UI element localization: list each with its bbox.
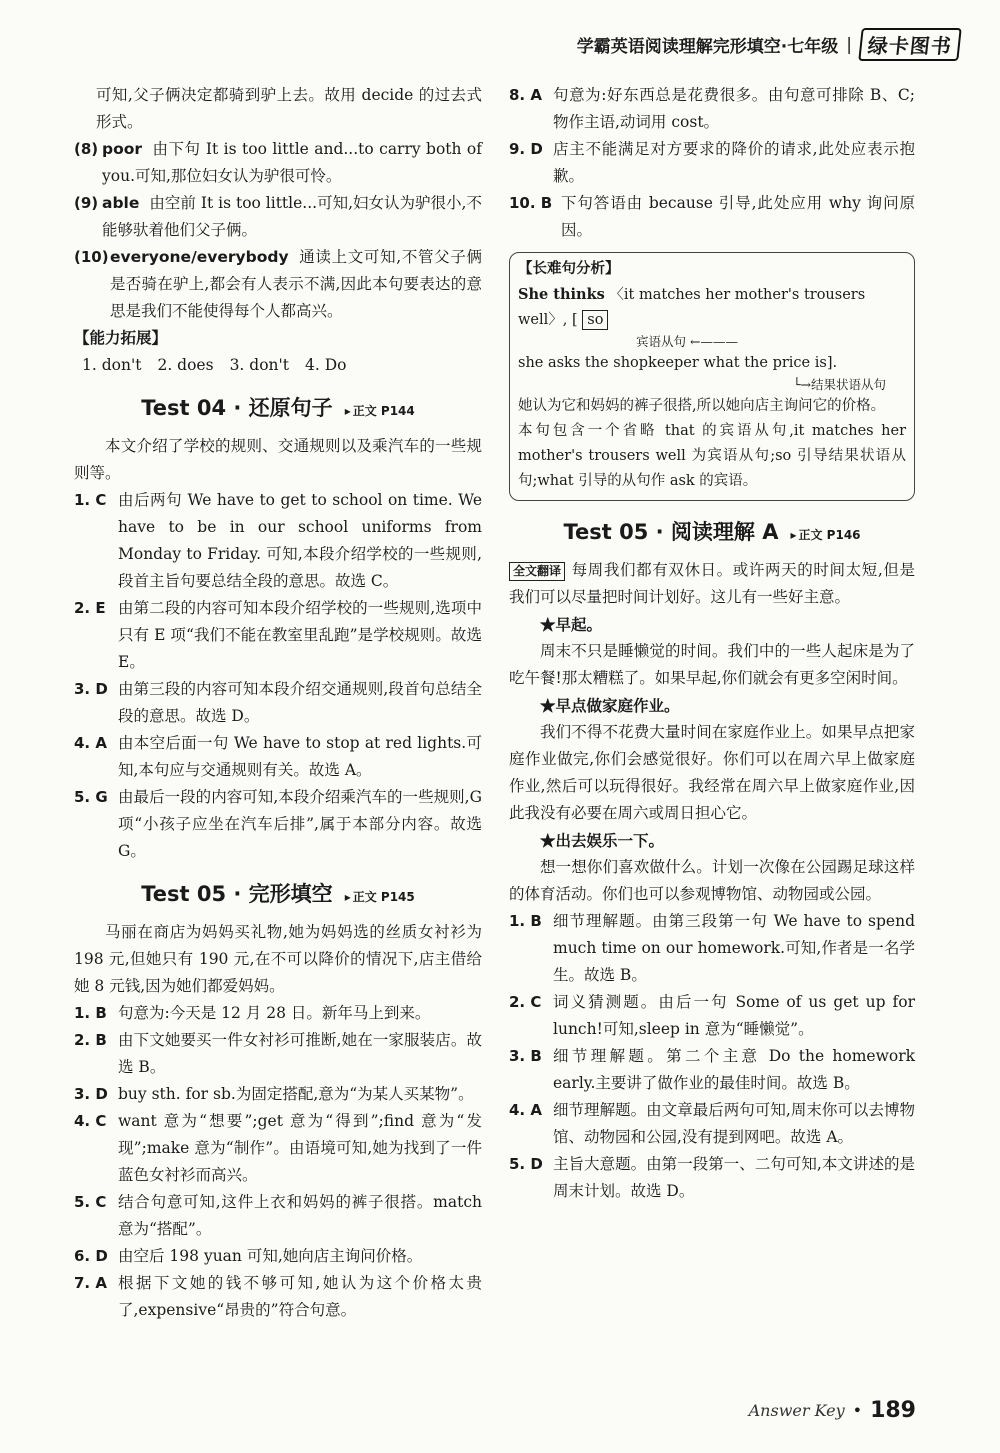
answer-explanation: want 意为“想要”;get 意为“得到”;find 意为“发现”;make 意为“制作”。由语境可知,她为找到了一件蓝色女衬衫而高兴。 xyxy=(118,1112,482,1184)
answer-item xyxy=(74,676,482,730)
answer-item xyxy=(74,1189,482,1243)
answer-item xyxy=(74,1243,482,1270)
answer-number: 1. B xyxy=(509,912,542,930)
analysis-object-clause: 〈it matches her mother's trousers well〉, xyxy=(518,287,866,328)
answer-number: (8) xyxy=(74,140,99,158)
page-reference: ▸ 正文 P145 xyxy=(345,884,415,911)
answer-item xyxy=(74,1000,482,1027)
ability-answer: 2. does xyxy=(157,356,214,374)
answer-item xyxy=(509,989,915,1043)
section-heading xyxy=(74,881,482,911)
section-title: Test 05 · 完形填空 xyxy=(141,882,333,906)
answer-item xyxy=(74,487,482,595)
answer-explanation: 由空前 It is too little...可知,妇女认为驴很小,不能够驮着他们父子俩。 xyxy=(102,194,482,239)
answer-number: 1. C xyxy=(74,491,107,509)
answer-number: 4. A xyxy=(509,1101,542,1119)
translation-idea: ★早起。 xyxy=(540,615,603,634)
ability-answer: 3. don't xyxy=(229,356,290,374)
answer-number: 8. A xyxy=(509,86,542,104)
answer-explanation: 细节理解题。由文章最后两句可知,周末你可以去博物馆、动物园和公园,没有提到网吧。故选 A。 xyxy=(553,1101,915,1146)
answer-number: 3. D xyxy=(74,680,108,698)
answer-explanation: 由下句 It is too little and...to carry both of you.可知,那位妇女认为驴很可怜。 xyxy=(102,140,482,185)
analysis-so-box: so xyxy=(582,310,608,330)
ability-answer: 4. Do xyxy=(305,356,347,374)
answer-number: (10) xyxy=(74,248,109,266)
answer-number: 2. B xyxy=(74,1031,107,1049)
answer-explanation: 由下文她要买一件女衬衫可推断,她在一家服装店。故选 B。 xyxy=(118,1031,482,1076)
section-summary: 马丽在商店为妈妈买礼物,她为妈妈选的丝质女衬衫为 198 元,但她只有 190 元,在不可以降价的情况下,店主借给她 8 元钱,因为她们都爱妈妈。 xyxy=(74,923,482,995)
analysis-subject: She thinks xyxy=(518,286,605,303)
answer-number: 3. B xyxy=(509,1047,542,1065)
section-heading xyxy=(74,395,482,425)
answer-key-label: Answer Key xyxy=(748,1401,845,1420)
section-heading xyxy=(509,519,915,549)
left-column xyxy=(74,82,482,1324)
answer-keyword: able xyxy=(102,194,140,212)
answer-explanation: 句意为:今天是 12 月 28 日。新年马上到来。 xyxy=(118,1004,431,1022)
answer-number: 9. D xyxy=(509,140,543,158)
answer-item xyxy=(74,1270,482,1324)
answer-number: 7. A xyxy=(74,1274,107,1292)
answer-item xyxy=(509,1097,915,1151)
page-reference: ▸ 正文 P146 xyxy=(790,522,860,549)
answer-item xyxy=(74,730,482,784)
answer-explanation: 词义猜测题。由后一句 Some of us get up for lunch!可知,sleep in 意为“睡懒觉”。 xyxy=(553,993,915,1038)
continued-answer: 可知,父子俩决定都骑到驴上去。故用 decide 的过去式形式。 xyxy=(96,86,482,131)
answer-explanation: 由空后 198 yuan 可知,她向店主询问价格。 xyxy=(118,1247,423,1265)
answer-explanation: buy sth. for sb.为固定搭配,意为“为某人买某物”。 xyxy=(118,1085,474,1103)
translation-text: 想一想你们喜欢做什么。计划一次像在公园踢足球这样的体育活动。你们也可以参观博物馆、动物园或公园。 xyxy=(509,858,915,903)
page-footer xyxy=(749,1398,916,1423)
answer-number: 5. D xyxy=(509,1155,543,1173)
answer-explanation: 由本空后面一句 We have to stop at red lights.可知,本句应与交通规则有关。故选 A。 xyxy=(118,734,482,779)
answer-item xyxy=(509,190,915,244)
answer-item xyxy=(74,136,482,190)
answer-item xyxy=(74,190,482,244)
page-header xyxy=(577,28,960,61)
analysis-heading: 【长难句分析】 xyxy=(518,261,620,277)
answer-item xyxy=(74,244,482,325)
answer-number: 3. D xyxy=(74,1085,108,1103)
translation-idea: ★出去娱乐一下。 xyxy=(540,831,665,850)
answer-explanation: 根据下文她的钱不够可知,她认为这个价格太贵了,expensive“昂贵的”符合句意。 xyxy=(118,1274,482,1319)
analysis-bracket: [ xyxy=(572,312,578,328)
answer-number: 6. D xyxy=(74,1247,108,1265)
ability-answers xyxy=(74,352,482,379)
answer-explanation: 由后两句 We have to get to school on time. We have to be in our school uniforms from Monday to Friday. 可知,本段介绍学校的一些规则,段首主旨句要总结全段的意思。故选 C。 xyxy=(118,491,482,590)
header-separator: | xyxy=(846,34,852,55)
answer-explanation: 由最后一段的内容可知,本段介绍乘汽车的一些规则,G 项“小孩子应坐在汽车后排”,属于本部分内容。故选 G。 xyxy=(118,788,482,860)
translation-text: 我们不得不花费大量时间在家庭作业上。如果早点把家庭作业做完,你们会感觉很好。你们可以在周六早上做家庭作业,然后可以玩得很好。我经常在周六早上做家庭作业,因此我没有必要在周六或周日担心它。 xyxy=(509,723,915,822)
answer-number: 4. C xyxy=(74,1112,107,1130)
analysis-translation: 她认为它和妈妈的裤子很搭,所以她向店主询问它的价格。 xyxy=(518,398,886,414)
translation-text: 周末不只是睡懒觉的时间。我们中的一些人起床是为了吃午餐!那太糟糕了。如果早起,你们就会有更多空闲时间。 xyxy=(509,642,915,687)
answer-explanation: 由第二段的内容可知本段介绍学校的一些规则,选项中只有 E 项“我们不能在教室里乱跑”是学校规则。故选 E。 xyxy=(118,599,482,671)
section-title: Test 05 · 阅读理解 A xyxy=(563,520,779,544)
analysis-result-clause: she asks the shopkeeper what the price is]. xyxy=(518,355,838,371)
footer-bullet: • xyxy=(852,1401,863,1420)
answer-item xyxy=(509,1043,915,1097)
section-title: Test 04 · 还原句子 xyxy=(141,396,333,420)
answer-keyword: everyone/everybody xyxy=(110,248,289,266)
answer-item xyxy=(509,82,915,136)
answer-item xyxy=(74,595,482,676)
translation-text: 每周我们都有双休日。或许两天的时间太短,但是我们可以尽量把时间计划好。这儿有一些好主意。 xyxy=(509,561,915,606)
analysis-explanation: 本句包含一个省略 that 的宾语从句,it matches her mother's trousers well 为宾语从句;so 引导结果状语从句;what 引导的从句作 ask 的宾语。 xyxy=(518,423,906,489)
right-column xyxy=(509,82,915,1205)
page-reference: ▸ 正文 P144 xyxy=(345,398,415,425)
ability-answer: 1. don't xyxy=(82,356,142,374)
answer-explanation: 店主不能满足对方要求的降价的请求,此处应表示抱歉。 xyxy=(553,140,915,185)
full-translation-tag: 全文翻译 xyxy=(509,562,565,581)
answer-explanation: 句意为:好东西总是花费很多。由句意可排除 B、C;物作主语,动词用 cost。 xyxy=(553,86,915,131)
answer-number: (9) xyxy=(74,194,99,212)
translation-idea: ★早点做家庭作业。 xyxy=(540,696,680,715)
object-clause-note: 宾语从句 xyxy=(636,334,687,349)
answer-item xyxy=(74,1081,482,1108)
answer-number: 5. C xyxy=(74,1193,107,1211)
book-title: 学霸英语阅读理解完形填空·七年级 xyxy=(576,37,839,57)
answer-number: 1. B xyxy=(74,1004,107,1022)
answer-explanation: 细节理解题。第二个主意 Do the homework early.主要讲了做作业的最佳时间。故选 B。 xyxy=(553,1047,915,1092)
answer-item xyxy=(509,1151,915,1205)
sentence-analysis-box: 【长难句分析】 She thinks 〈it matches her mother's trousers well〉, [ so 宾语从句 ←——— she asks the shopkeeper what the price is]. └→结果状语从句 她认为它和妈妈的裤子很搭,所以她向店主询问它的价格。 本句包含一个省略 that 的宾语从句,it matches her mother's trousers well 为宾语从句;so 引导结果状语从句;what 引导的从句作 ask 的宾语。 xyxy=(509,252,915,501)
translation-para xyxy=(509,557,915,611)
answer-number: 10. B xyxy=(509,194,553,212)
answer-number: 4. A xyxy=(74,734,107,752)
answer-keyword: poor xyxy=(102,140,143,158)
answer-number: 2. E xyxy=(74,599,106,617)
answer-number: 2. C xyxy=(509,993,542,1011)
result-clause-note: 结果状语从句 xyxy=(810,377,886,392)
answer-explanation: 细节理解题。由第三段第一句 We have to spend much time on our homework.可知,作者是一名学生。故选 B。 xyxy=(553,912,915,984)
answer-explanation: 通读上文可知,不管父子俩是否骑在驴上,都会有人表示不满,因此本句要表达的意思是我们不能使得每个人都高兴。 xyxy=(110,248,482,320)
answer-explanation: 由第三段的内容可知本段介绍交通规则,段首句总结全段的意思。故选 D。 xyxy=(118,680,482,725)
page-number: 189 xyxy=(870,1398,916,1423)
answer-explanation: 主旨大意题。由第一段第一、二句可知,本文讲述的是周末计划。故选 D。 xyxy=(553,1155,915,1200)
ability-heading: 【能力拓展】 xyxy=(74,329,168,347)
answer-item xyxy=(509,908,915,989)
answer-number: 5. G xyxy=(74,788,108,806)
brand-logo: 绿卡图书 xyxy=(858,28,961,61)
section-summary: 本文介绍了学校的规则、交通规则以及乘汽车的一些规则等。 xyxy=(74,437,482,482)
answer-explanation: 下句答语由 because 引导,此处应用 why 询问原因。 xyxy=(561,194,915,239)
answer-item xyxy=(509,136,915,190)
answer-item xyxy=(74,1108,482,1189)
answer-explanation: 结合句意可知,这件上衣和妈妈的裤子很搭。match 意为“搭配”。 xyxy=(118,1193,482,1238)
answer-item xyxy=(74,1027,482,1081)
answer-item xyxy=(74,784,482,865)
